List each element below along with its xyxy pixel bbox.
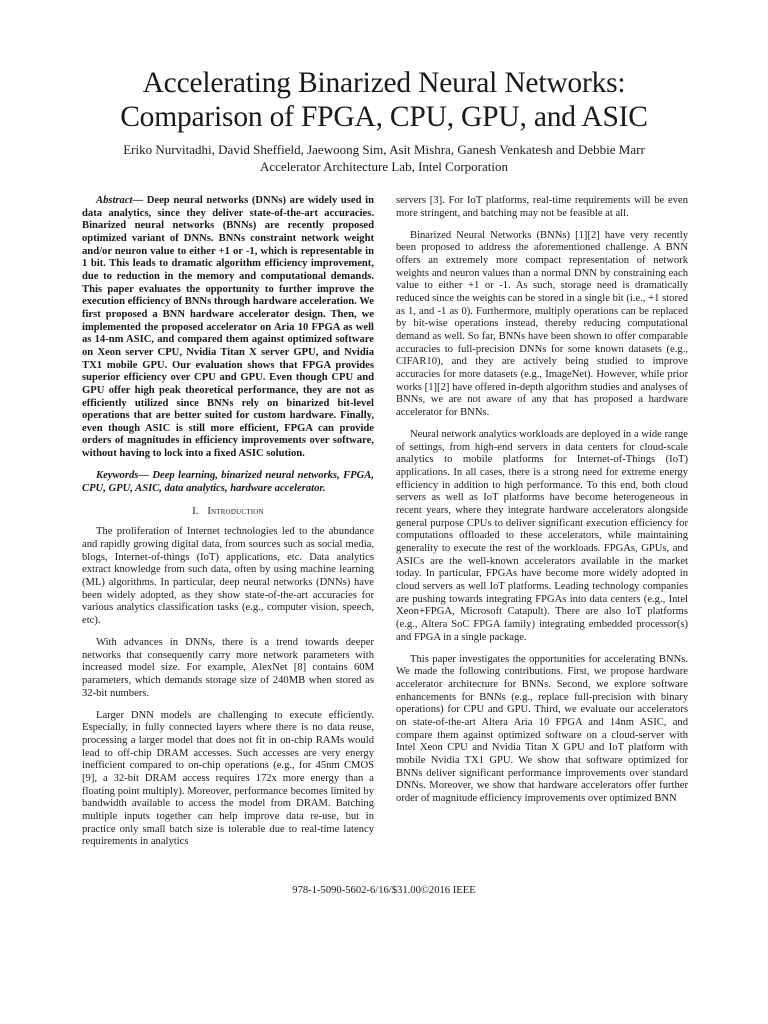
authors: Eriko Nurvitadhi, David Sheffield, Jaewoong Sim, Asit Mishra, Ganesh Venkatesh and Debbie Marr [123,142,645,157]
paragraph: Neural network analytics workloads are deployed in a wide range of settings, from high-end servers in data centers for cloud-scale analytics to mobile platforms for Internet-of-Things (IoT) applications. In all cases, there is a strong need for extreme energy efficiency in addition to high performance. To this end, both cloud servers as well as IoT platforms have become heterogeneous in recent years, where they integrate hardware accelerators alongside general purpose CPUs to deliver significant execution efficiency for computations offloaded to these accelerators, while maintaining generality to execute the rest of the workloads. FPGAs, GPUs, and ASICs are the well-known accelerators available in the market today. In particular, FPGAs have become more widely adopted in cloud servers as well IoT platforms. Leading technology companies are pushing towards integrating FPGAs into data centers (e.g., Intel Xeon+FPGA, Microsoft Catapult). There are also IoT platforms (e.g., Altera SoC FPGA family) integrating embedded processor(s) and FPGA in a single package. [396,429,688,643]
paragraph: The proliferation of Internet technologies led to the abundance and rapidly growing digital data, from sources such as social media, blogs, Internet-of-things (IoT) applications, etc. Data analytics extract knowledge from such data, often by using machine learning (ML) algorithms. In particular, deep neural networks (DNNs) have been widely adopted, as they show state-of-the-art accuracies for various analytics classification tasks (e.g., computer vision, speech, etc). [82,526,374,626]
paragraph: With advances in DNNs, there is a trend towards deeper networks that consequently carry more network parameters with increased model size. For example, AlexNet [8] contains 60M parameters, which demands storage size of 240MB when stored as 32-bit numbers. [82,637,374,699]
title-line-2: Comparison of FPGA, CPU, GPU, and ASIC [120,101,648,133]
section-heading [82,506,374,519]
author-block [0,141,768,175]
left-column [82,195,374,859]
title-line-1: Accelerating Binarized Neural Networks: [142,67,626,99]
paragraph: This paper investigates the opportunities for accelerating BNNs. We made the following contributions. First, we propose hardware accelerator architecture for BNNs. Second, we explore software enhancements for BNNs (e.g., replace full-precision with binary operations) for CPU and GPU. Third, we evaluate our accelerators on state-of-the-art Altera Aria 10 FPGA and 14nm ASIC, and compare them against optimized software on a cloud-server with Intel Xeon CPU and Nvidia Titan X GPU and IoT platform with mobile Nvidia TX1 GPU. We show that software optimized for BNNs deliver significant performance improvements over standard DNNs. Moreover, we show that hardware accelerators offer further order of magnitude efficiency improvements over optimized BNN [396,653,688,805]
paragraph: Binarized Neural Networks (BNNs) [1][2] have very recently been proposed to address the aforementioned challenge. A BNN offers an extremely more compact representation of network weights and neuron values than a normal DNN by constraining each value to either +1 or -1. As such, storage need is dramatically reduced since the weights can be stored in a single bit (i.e., +1 stored as 1, and -1 as 0). Furthermore, multiply operations can be replaced by bit-wise operations instead, thereby reducing computational demand as well. So far, BNNs have been shown to offer comparable accuracies to full-precision DNNs for some known datasets (e.g., CIFAR10), and they are actively being studied to improve accuracies for more datasets (e.g., ImageNet). However, while prior works [1][2] have offered in-depth algorithm studies and analyses of BNNs, we are not aware of any that has proposed a hardware accelerator for BNNs. [396,229,688,418]
abstract-text: — Deep neural networks (DNNs) are widely used in data analytics, since they deliver state-of-the-art accuracies. Binarized neural networks (BNNs) are recently proposed optimized variant of DNNs. BNNs constraint network weight and/or neuron value to either +1 or -1, which is representable in 1 bit. This leads to dramatic algorithm efficiency improvement, due to reduction in the memory and computational demands. This paper evaluates the opportunity to further improve the execution efficiency of BNNs through hardware acceleration. We first proposed a BNN hardware accelerator design. Then, we implemented the proposed accelerator on Aria 10 FPGA as well as 14-nm ASIC, and compared them against optimized software on Xeon server CPU, Nvidia Titan X server GPU, and Nvidia TX1 mobile GPU. Our evaluation shows that FPGA provides superior efficiency over CPU and GPU. Even though CPU and GPU offer high peak theoretical performance, they are not as efficiently utilized since BNNs rely on binarized bit-level operations that are better suited for custom hardware. Finally, even though ASIC is still more efficient, FPGA can provide orders of magnitudes in efficiency improvements over software, without having to lock into a fixed ASIC solution. [82,195,374,460]
affiliation: Accelerator Architecture Lab, Intel Corporation [260,159,508,174]
keywords-text: — Deep learning, binarized neural networks, FPGA, CPU, GPU, ASIC, data analytics, hardware accelerator. [82,470,374,494]
copyright-footer: 978-1-5090-5602-6/16/$31.00©2016 IEEE [292,885,476,896]
keywords-lead: Keywords [96,470,139,482]
abstract-lead: Abstract [96,195,133,206]
section-number: I. [192,505,199,517]
paragraph: servers [3]. For IoT platforms, real-time requirements will be even more stringent, and batching may not be feasible at all. [396,195,688,219]
abstract [82,195,374,461]
paragraph: Larger DNN models are challenging to execute efficiently. Especially, in fully connected layers where there is no data reuse, processing a larger model that does not fit in on-chip RAMs would lead to off-chip DRAM accesses. Such accesses are very energy inefficient compared to on-chip operations (e.g., for 45nm CMOS [9], a 32-bit DRAM access requires 172x more energy than a floating point multiply). Moreover, performance becomes limited by bandwidth available to access the model from DRAM. Batching multiple inputs together can help improve data re-use, but in practice only small batch size is tolerable due to real-time latency requirements in analytics [82,709,374,848]
right-column [396,195,688,815]
section-title: Introduction [207,505,264,517]
keywords [82,470,374,495]
paper-title [0,66,768,134]
